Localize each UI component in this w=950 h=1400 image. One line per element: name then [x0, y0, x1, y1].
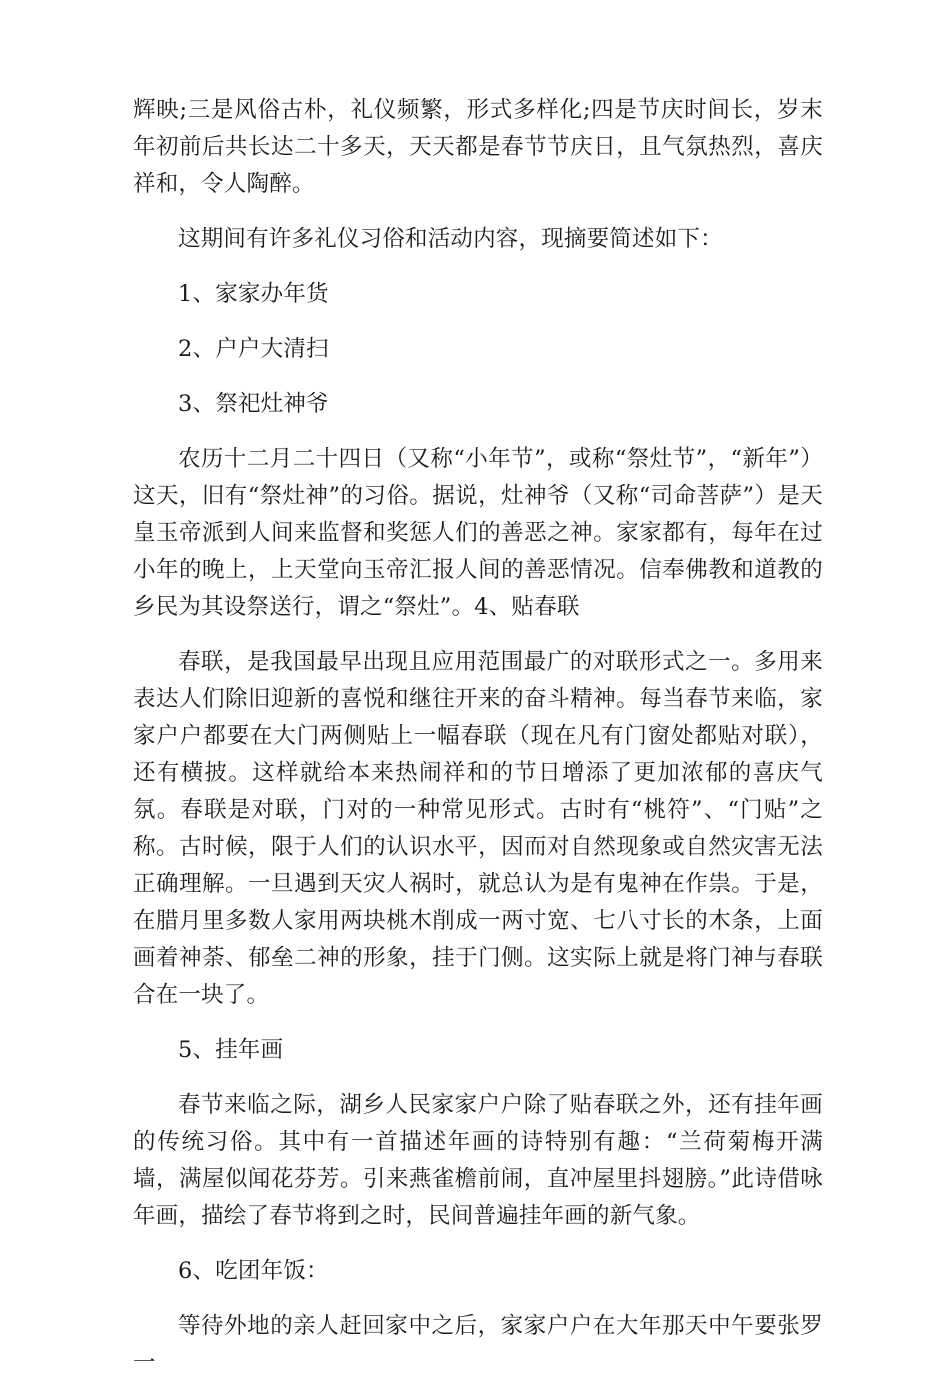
list-item-3: 3、祭祀灶神爷 [178, 391, 329, 417]
paragraph-intro: 这期间有许多礼仪习俗和活动内容，现摘要简述如下： [178, 226, 723, 252]
list-item-5: 5、挂年画 [178, 1037, 284, 1063]
list-item-1: 1、家家办年货 [178, 281, 329, 307]
paragraph-continuation: 辉映;三是风俗古朴，礼仪频繁，形式多样化;四是节庆时间长，岁末年初前后共长达二十多天，天天都是春节节庆日，且气氛热烈，喜庆祥和，令人陶醉。 [133, 97, 823, 197]
paragraph-kitchen-god: 农历十二月二十四日（又称“小年节”，或称“祭灶节”，“新年”）这天，旧有“祭灶神”的习俗。据说，灶神爷（又称“司命菩萨”）是天皇玉帝派到人间来监督和奖惩人们的善恶之神。家家都有，每年在过小年的晚上，上天堂向玉帝汇报人间的善恶情况。信奉佛教和道教的乡民为其设祭送行，谓之“祭灶”。4、贴春联 [133, 446, 823, 620]
list-item-6: 6、吃团年饭： [178, 1258, 329, 1284]
document-body [133, 92, 823, 1400]
paragraph-new-year-paintings: 春节来临之际，湖乡人民家家户户除了贴春联之外，还有挂年画的传统习俗。其中有一首描述年画的诗特别有趣：“兰荷菊梅开满墙，满屋似闻花芬芳。引来燕雀檐前闹，直冲屋里抖翅膀。”此诗借咏年画，描绘了春节将到之时，民间普遍挂年画的新气象。 [133, 1092, 823, 1229]
paragraph-reunion-dinner: 等待外地的亲人赶回家中之后，家家户户在大年那天中午要张罗一 [133, 1313, 823, 1376]
paragraph-spring-couplets: 春联，是我国最早出现且应用范围最广的对联形式之一。多用来表达人们除旧迎新的喜悦和继往开来的奋斗精神。每当春节来临，家家户户都要在大门两侧贴上一幅春联（现在凡有门窗处都贴对联），还有横披。这样就给本来热闹祥和的节日增添了更加浓郁的喜庆气氛。春联是对联，门对的一种常见形式。古时有“桃符”、“门贴”之称。古时候，限于人们的认识水平，因而对自然现象或自然灾害无法正确理解。一旦遇到天灾人祸时，就总认为是有鬼神在作祟。于是，在腊月里多数人家用两块桃木削成一两寸宽、七八寸长的木条，上面画着神荼、郁垒二神的形象，挂于门侧。这实际上就是将门神与春联合在一块了。 [133, 649, 823, 1008]
list-item-2: 2、户户大清扫 [178, 336, 329, 362]
